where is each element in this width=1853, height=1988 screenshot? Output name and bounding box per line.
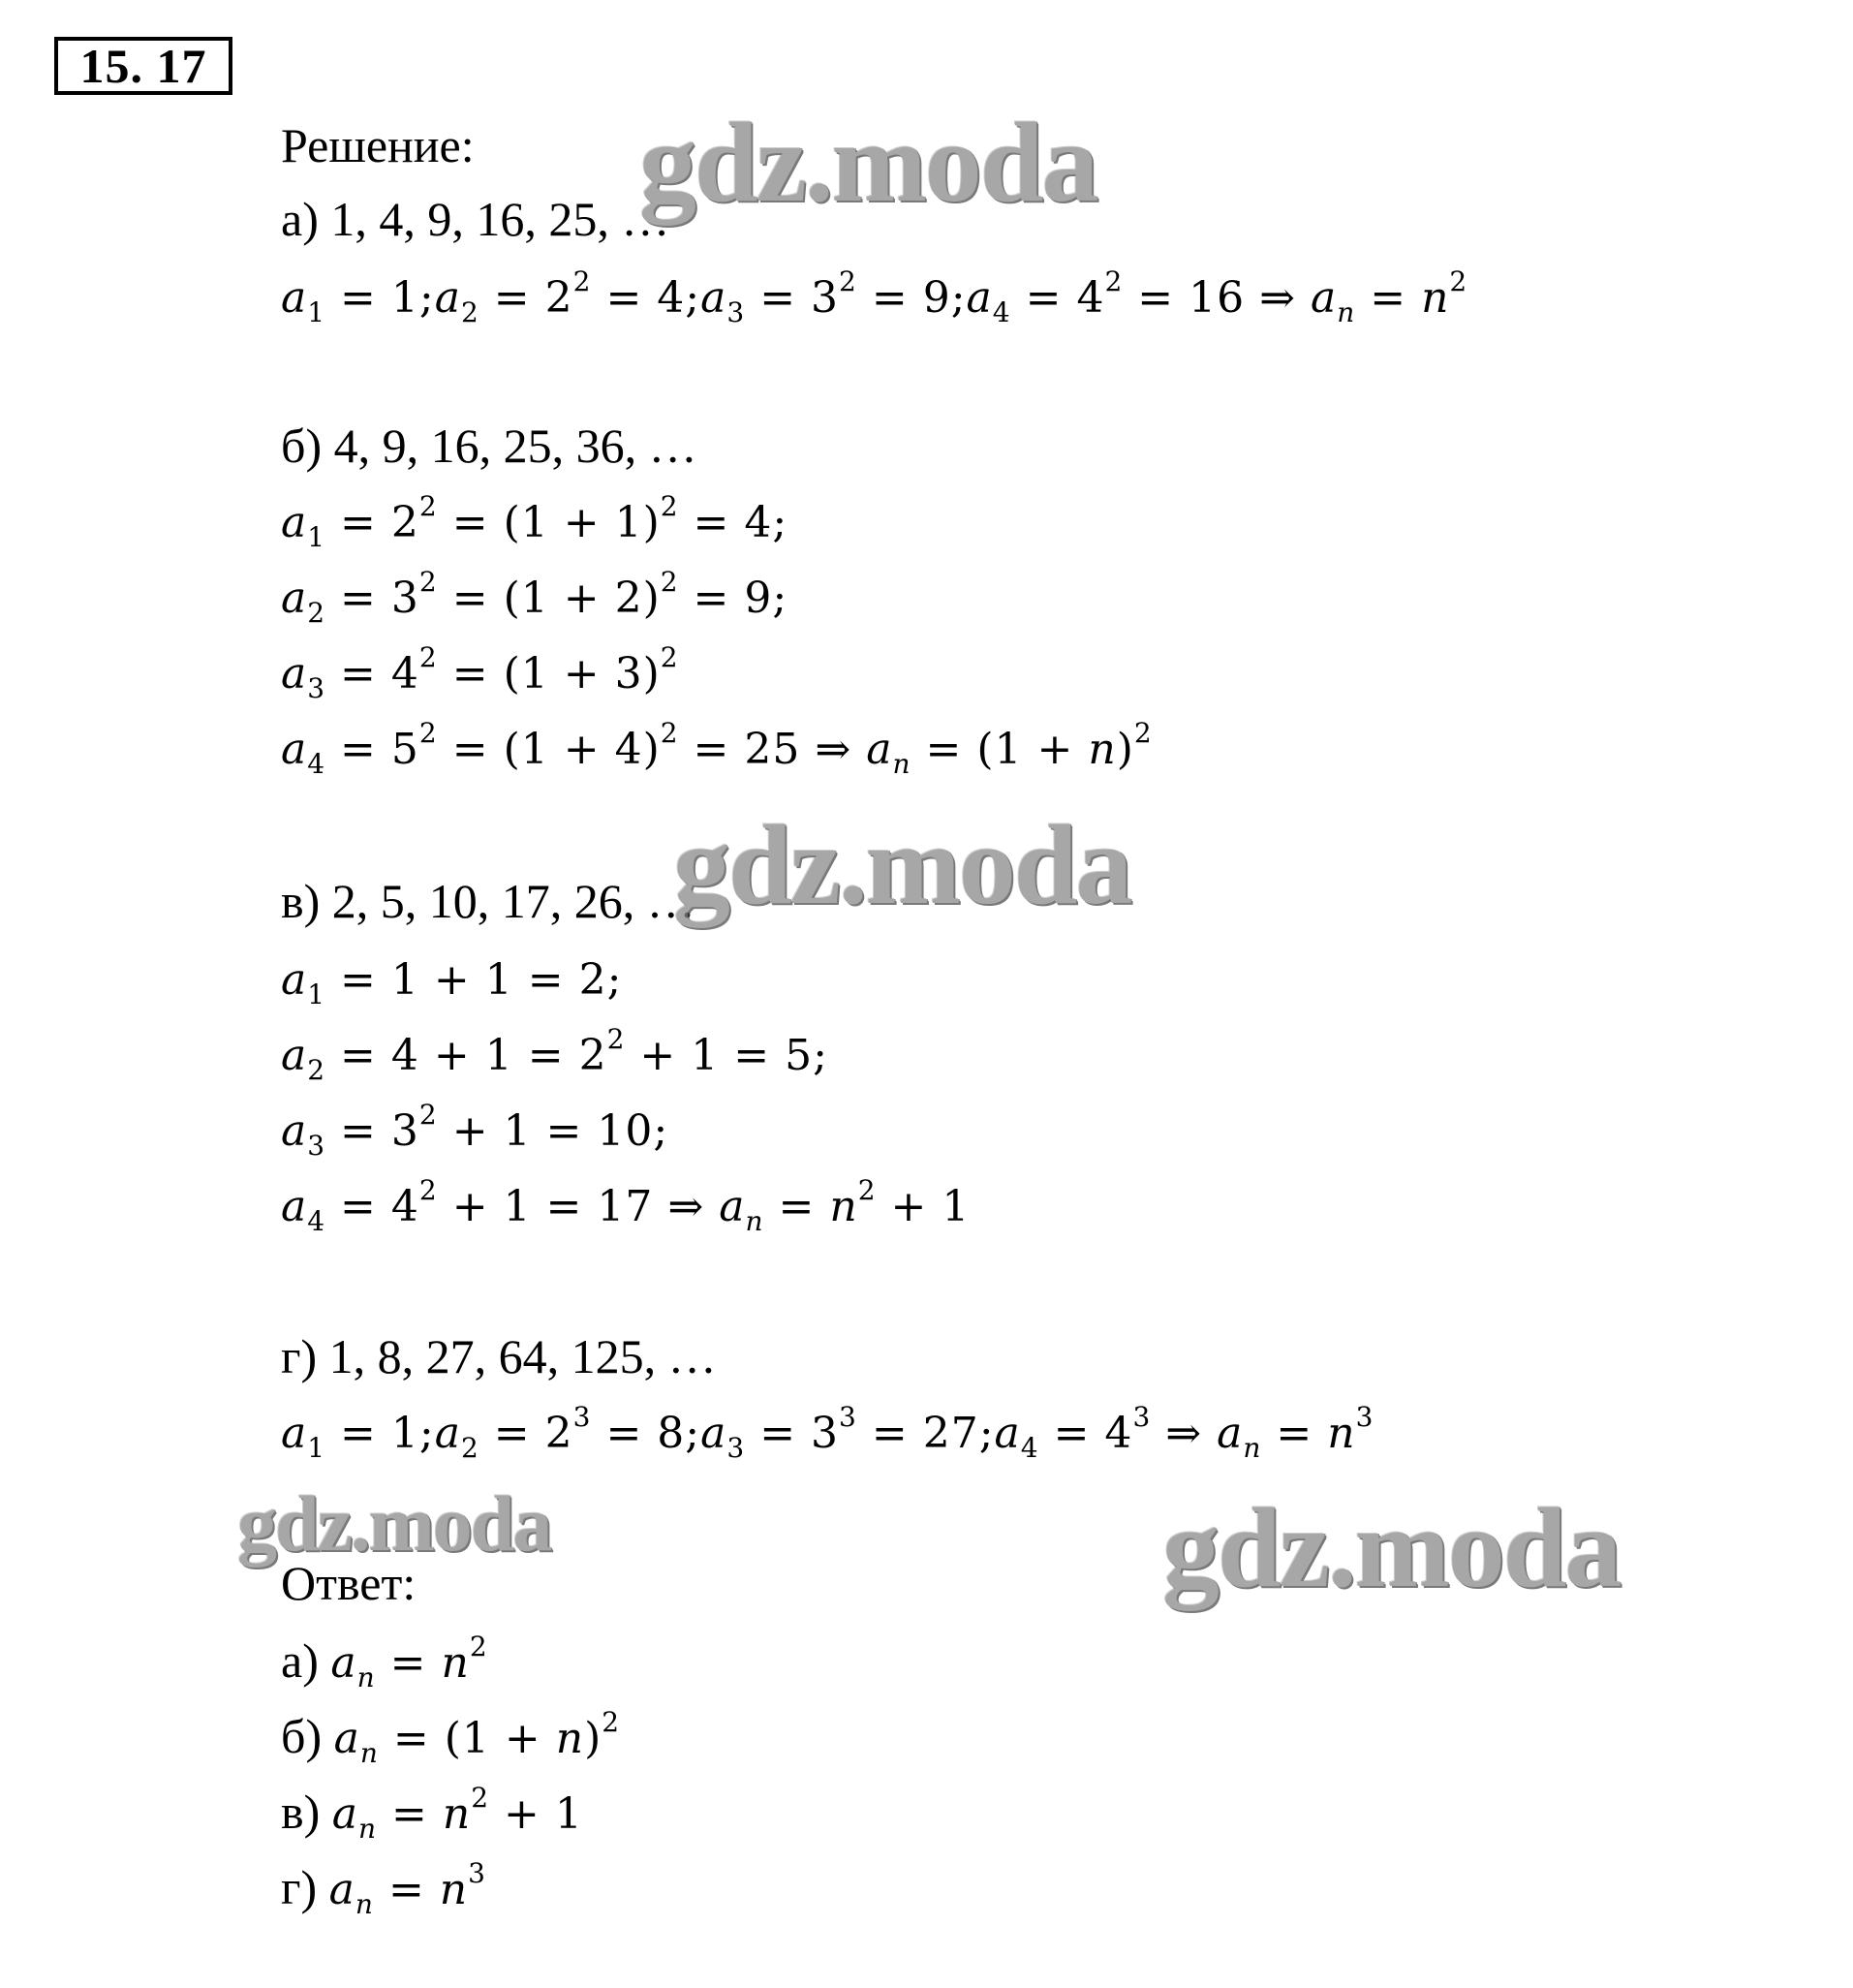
part-v-line-1: $a_1 = 1 + 1 = 2$;: [281, 955, 623, 1010]
part-g-prefix: г): [281, 1329, 318, 1383]
part-v-line-2: $a_2 = 4 + 1 = 2^2 + 1 = 5$;: [281, 1023, 828, 1086]
part-g-terms: 1, 8, 27, 64, 125, …: [328, 1329, 717, 1383]
part-b-line-4: $a_4 = 5^2 = (1 + 4)^2 = 25$ ⇒ $a_n = (1 + n)^2$: [281, 717, 1153, 780]
part-b-line-3: $a_3 = 4^2 = (1 + 3)^2$: [281, 641, 679, 704]
part-b-line-2: $a_2 = 3^2 = (1 + 2)^2 = 9$;: [281, 566, 788, 629]
watermark-4: gdz.moda: [1162, 1484, 1621, 1611]
part-v-sequence: [281, 872, 695, 930]
part-v-prefix: в): [281, 874, 321, 928]
part-a-terms: 1, 4, 9, 16, 25, …: [330, 192, 670, 246]
answer-a-prefix: а): [281, 1633, 319, 1688]
answer-b-prefix: б): [281, 1709, 323, 1763]
answer-g: г) $a_n = n^3$: [281, 1857, 486, 1920]
part-v-terms: 2, 5, 10, 17, 26, …: [331, 874, 695, 928]
part-a-sequence: [281, 190, 669, 248]
part-b-sequence: [281, 417, 697, 475]
part-v-line-4: $a_4 = 4^2 + 1 = 17$ ⇒ $a_n = n^2 + 1$: [281, 1174, 971, 1237]
part-g-sequence: [281, 1327, 717, 1385]
part-a-derivation: $a_1$ = $1;a_2 = 2^2$ = $4;a_3 = 3^2$ = $9;a_4 = 4^2 = 16$ ⇒ $a_n = n^2$: [281, 265, 1468, 328]
watermark-3: gdz.moda: [237, 1479, 551, 1568]
problem-number: 15. 17: [54, 37, 232, 95]
part-a-prefix: а): [281, 192, 319, 246]
answer-v-prefix: в): [281, 1785, 321, 1839]
solution-heading: Решение:: [281, 118, 475, 172]
answer-heading: Ответ:: [281, 1556, 417, 1610]
part-g-derivation: $a_1$ = $1;a_2 = 2^3$ = $8;a_3 = 3^3$ = $27;a_4 = 4^3$ ⇒ $a_n = n^3$: [281, 1401, 1374, 1464]
answer-a: а) $a_n = n^2$: [281, 1631, 488, 1693]
part-v-line-3: $a_3 = 3^2 + 1 = 10$;: [281, 1099, 669, 1162]
answer-v: в) $a_n = n^2 + 1$: [281, 1782, 583, 1845]
part-b-terms: 4, 9, 16, 25, 36, …: [333, 419, 697, 473]
answer-g-prefix: г): [281, 1860, 318, 1914]
watermark-1: gdz.moda: [639, 99, 1097, 226]
part-b-line-1: $a_1 = 2^2 = (1 + 1)^2 = 4$;: [281, 490, 788, 553]
part-b-prefix: б): [281, 419, 323, 473]
answer-b: б) $a_n = (1 + n)^2$: [281, 1706, 621, 1769]
watermark-2: gdz.moda: [673, 801, 1131, 928]
